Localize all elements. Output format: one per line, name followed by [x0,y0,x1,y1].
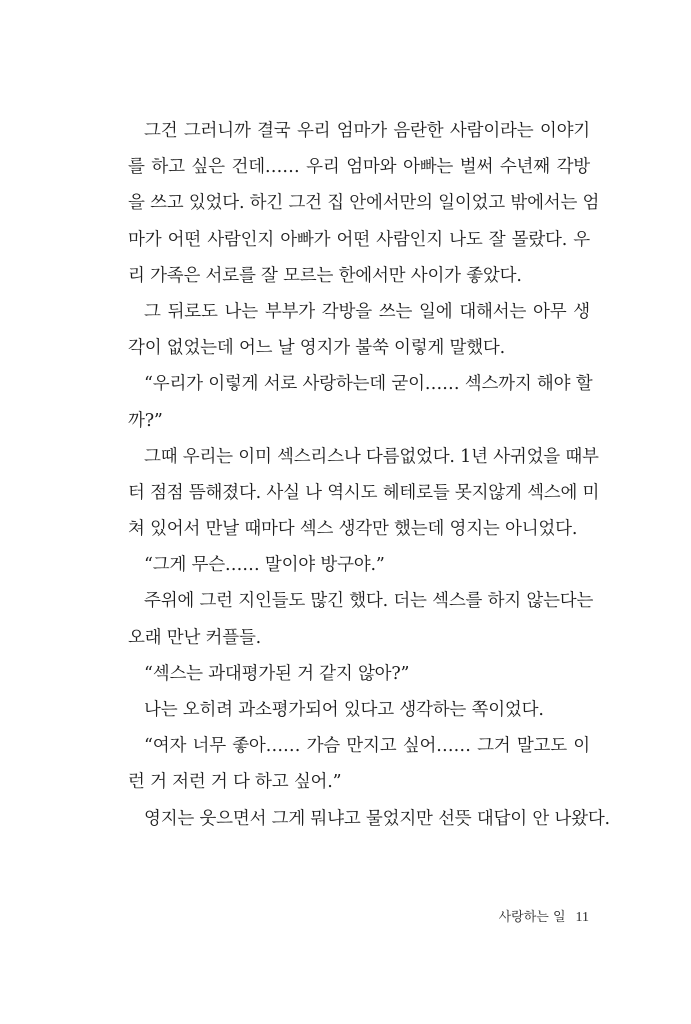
text-line: 그때 우리는 이미 섹스리스나 다름없었다. 1년 사귀었을 때부 [144,446,599,467]
text-line: 마가 어떤 사람인지 아빠가 어떤 사람인지 나도 잘 몰랐다. 우 [128,229,590,250]
text-line: 그 뒤로도 나는 부부가 각방을 쓰는 일에 대해서는 아무 생 [144,301,590,322]
text-line: 을 쓰고 있었다. 하긴 그건 집 안에서만의 일이었고 밖에서는 엄 [128,193,600,214]
text-line: “그게 무슨…… 말이야 방구야.” [144,555,385,576]
text-line: 그건 그러니까 결국 우리 엄마가 음란한 사람이라는 이야기 [144,121,590,141]
text-line: 주위에 그런 지인들도 많긴 했다. 더는 섹스를 하지 않는다는 [144,591,594,612]
text-line: 영지는 웃으면서 그게 뭐냐고 물었지만 선뜻 대답이 안 나왔다. [144,808,610,829]
text-line: 각이 없었는데 어느 날 영지가 불쑥 이렇게 말했다. [128,338,506,359]
running-title: 사랑하는 일 [498,910,566,925]
text-line: 런 거 저런 거 다 하고 싶어.” [128,772,342,793]
text-line: “섹스는 과대평가된 거 같지 않아?” [144,663,410,684]
text-line: “여자 너무 좋아…… 가슴 만지고 싶어…… 그거 말고도 이 [144,736,590,757]
text-line: 오래 만난 커플들. [128,627,262,648]
page-number: 11 [575,910,589,925]
text-line: 쳐 있어서 만날 때마다 섹스 생각만 했는데 영지는 아니었다. [128,519,578,540]
text-line: 나는 오히려 과소평가되어 있다고 생각하는 쪽이었다. [144,700,544,720]
body-text [128,113,610,837]
text-line: 를 하고 싶은 건데…… 우리 엄마와 아빠는 벌써 수년째 각방 [128,157,590,178]
text-line: “우리가 이렇게 서로 사랑하는데 굳이…… 섹스까지 해야 할 [144,374,593,395]
text-line: 까?” [128,410,163,431]
page-footer [499,906,589,926]
text-line: 리 가족은 서로를 잘 모르는 한에서만 사이가 좋았다. [128,265,522,286]
text-line: 터 점점 뜸해졌다. 사실 나 역시도 헤테로들 못지않게 섹스에 미 [128,482,600,503]
